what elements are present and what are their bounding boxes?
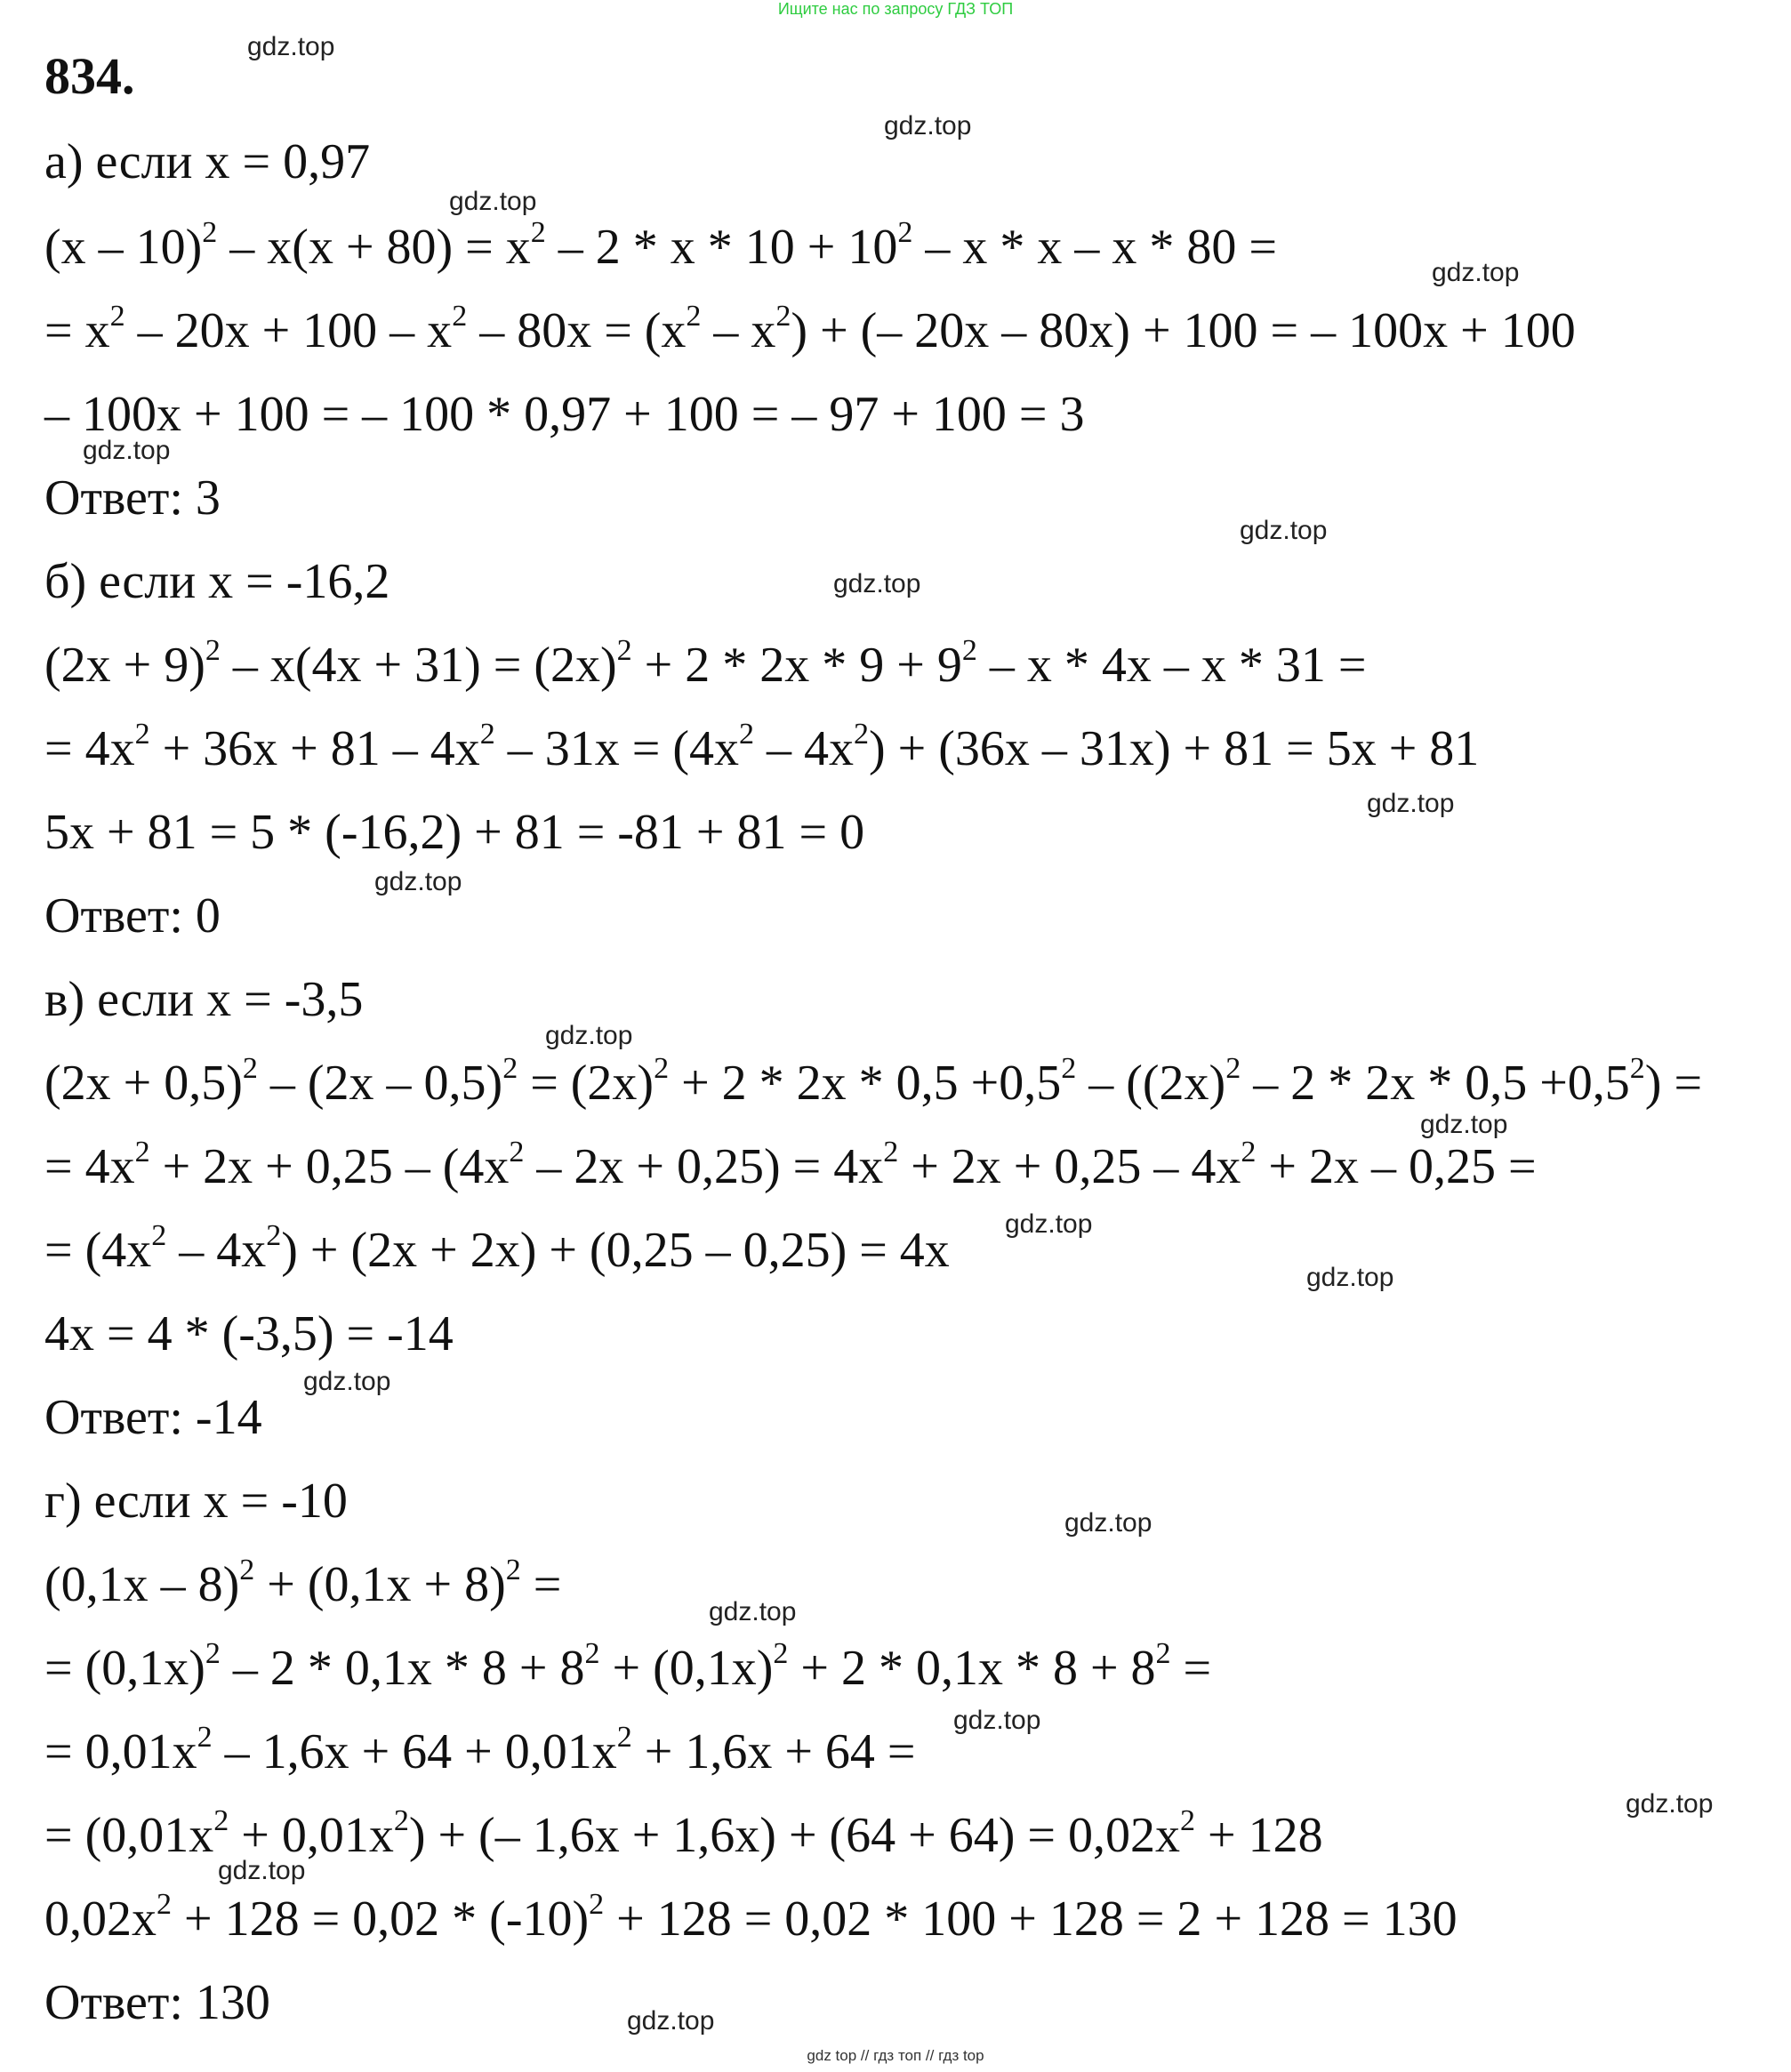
formula-text: = 4x (44, 1139, 135, 1194)
exponent: 2 (739, 718, 754, 751)
formula-text: – 20x + 100 – x (124, 303, 453, 358)
watermark: gdz.top (1420, 1110, 1508, 1139)
exponent: 2 (452, 300, 468, 333)
formula-text: + (0,1x) (599, 1641, 774, 1696)
formula-text: + 2 * 2x * 0,5 +0,5 (669, 1056, 1062, 1111)
formula-text: = x (44, 303, 110, 358)
formula-text: + 2 * 2x * 9 + 9 (631, 638, 962, 693)
watermark: gdz.top (303, 1367, 391, 1396)
part-g-heading: г) если x = -10 (44, 1474, 348, 1529)
part-g-line-1 (44, 1554, 562, 1612)
formula-text: ) + (– 20x – 80x) + 100 = – 100x + 100 (791, 303, 1576, 358)
watermark: gdz.top (833, 569, 921, 598)
part-a-line-2 (44, 300, 1576, 358)
exponent: 2 (134, 718, 150, 751)
exponent: 2 (505, 1554, 521, 1586)
watermark: gdz.top (1005, 1209, 1093, 1239)
part-g-answer: Ответ: 130 (44, 1975, 270, 2030)
formula-text: – x(4x + 31) = (2x) (220, 638, 617, 693)
exponent: 2 (502, 1052, 518, 1085)
exponent: 2 (1155, 1637, 1171, 1670)
formula-text: ) + (2x + 2x) + (0,25 – 0,25) = 4x (281, 1223, 950, 1278)
formula-text: – x(x + 80) = x (217, 220, 531, 275)
part-v-line-3 (44, 1219, 950, 1278)
formula-text: = (0,1x) (44, 1641, 205, 1696)
formula-text: + 1,6x + 64 = (631, 1724, 916, 1779)
part-b-answer: Ответ: 0 (44, 888, 221, 944)
formula-text: – 2 * x * 10 + 10 (545, 220, 898, 275)
formula-text: = (4x (44, 1223, 152, 1278)
formula-text: + 128 (1194, 1808, 1323, 1863)
watermark: gdz.top (1306, 1263, 1394, 1292)
formula-text: + 128 = 0,02 * (-10) (172, 1891, 590, 1947)
exponent: 2 (205, 1637, 221, 1670)
formula-text: + 36x + 81 – 4x (149, 721, 480, 776)
watermark: gdz.top (709, 1597, 797, 1626)
exponent: 2 (897, 216, 913, 249)
formula-text: = (2x) (518, 1056, 655, 1111)
formula-text: + 2 * 0,1x * 8 + 8 (788, 1641, 1156, 1696)
formula-text: + 128 = 0,02 * 100 + 128 = 2 + 128 = 130 (604, 1891, 1458, 1947)
watermark: gdz.top (83, 436, 171, 465)
formula-text: – x * x – x * 80 = (912, 220, 1277, 275)
part-v-line-2 (44, 1136, 1537, 1194)
formula-text: 0,02x (44, 1891, 157, 1947)
watermark: gdz.top (247, 32, 335, 61)
part-b-heading: б) если x = -16,2 (44, 554, 390, 609)
watermark: gdz.top (884, 111, 972, 141)
part-g-line-2 (44, 1637, 1212, 1696)
part-a-line-1 (44, 216, 1277, 275)
exponent: 2 (479, 718, 495, 751)
formula-text: (0,1x – 8) (44, 1557, 240, 1612)
part-b-line-3: 5x + 81 = 5 * (-16,2) + 81 = -81 + 81 = 0 (44, 805, 865, 860)
formula-text: ) = (1644, 1056, 1703, 1111)
formula-text: (2x + 0,5) (44, 1056, 243, 1111)
exponent: 2 (775, 300, 791, 333)
exponent: 2 (961, 634, 977, 667)
footer: gdz top // гдз топ // гдз top (807, 2047, 984, 2064)
exponent: 2 (205, 634, 221, 667)
formula-text: – 1,6x + 64 + 0,01x (212, 1724, 617, 1779)
watermark: gdz.top (1626, 1789, 1714, 1819)
formula-text: = (1170, 1641, 1212, 1696)
formula-text: = (520, 1557, 562, 1612)
formula-text: – ((2x) (1076, 1056, 1226, 1111)
exponent: 2 (202, 216, 218, 249)
top-banner: Ищите нас по запросу ГДЗ ТОП (777, 0, 1014, 18)
part-v-heading: в) если x = -3,5 (44, 972, 364, 1027)
watermark: gdz.top (953, 1706, 1041, 1735)
formula-text: – 2x + 0,25) = 4x (524, 1139, 884, 1194)
formula-text: (x – 10) (44, 220, 203, 275)
exponent: 2 (134, 1136, 150, 1169)
exponent: 2 (1629, 1052, 1645, 1085)
exponent: 2 (239, 1554, 255, 1586)
formula-text: – 4x (166, 1223, 267, 1278)
exponent: 2 (530, 216, 546, 249)
formula-text: – 80x = (x (467, 303, 687, 358)
formula-text: – 31x = (4x (494, 721, 739, 776)
exponent: 2 (509, 1136, 525, 1169)
formula-text: ) + (– 1,6x + 1,6x) + (64 + 64) = 0,02x (408, 1808, 1180, 1863)
part-v-line-1 (44, 1052, 1703, 1111)
part-g-line-3 (44, 1721, 916, 1779)
part-b-line-2 (44, 718, 1480, 776)
formula-text: – x * 4x – x * 31 = (976, 638, 1367, 693)
exponent: 2 (197, 1721, 213, 1754)
exponent: 2 (1241, 1136, 1257, 1169)
part-g-line-5 (44, 1888, 1458, 1947)
part-a-heading: а) если x = 0,97 (44, 134, 371, 189)
watermark: gdz.top (1064, 1508, 1153, 1538)
formula-text: = 0,01x (44, 1724, 197, 1779)
formula-text: – 2 * 2x * 0,5 +0,5 (1241, 1056, 1630, 1111)
formula-text: + 2x – 0,25 = (1256, 1139, 1537, 1194)
formula-text: – 4x (754, 721, 854, 776)
exponent: 2 (157, 1888, 172, 1921)
watermark: gdz.top (1367, 789, 1455, 818)
watermark: gdz.top (1432, 258, 1520, 287)
watermark: gdz.top (374, 867, 462, 896)
exponent: 2 (1225, 1052, 1241, 1085)
exponent: 2 (854, 718, 869, 751)
exponent: 2 (242, 1052, 258, 1085)
watermark: gdz.top (545, 1021, 633, 1050)
formula-text: + (0,1x + 8) (254, 1557, 506, 1612)
exponent: 2 (109, 300, 125, 333)
formula-text: = 4x (44, 721, 135, 776)
formula-text: ) + (36x – 31x) + 81 = 5x + 81 (869, 721, 1480, 776)
exponent: 2 (883, 1136, 899, 1169)
formula-text: + 2x + 0,25 – (4x (149, 1139, 510, 1194)
exponent: 2 (773, 1637, 789, 1670)
exponent: 2 (654, 1052, 670, 1085)
watermark: gdz.top (449, 187, 537, 216)
exponent: 2 (589, 1888, 605, 1921)
exponent: 2 (151, 1219, 167, 1252)
part-b-line-1 (44, 634, 1367, 693)
formula-text: (2x + 9) (44, 638, 205, 693)
formula-text: + 2x + 0,25 – 4x (898, 1139, 1241, 1194)
formula-text: – 2 * 0,1x * 8 + 8 (220, 1641, 585, 1696)
watermark: gdz.top (218, 1856, 306, 1885)
problem-number: 834. (44, 47, 135, 105)
formula-text: – x (701, 303, 776, 358)
part-a-answer: Ответ: 3 (44, 470, 221, 526)
exponent: 2 (616, 1721, 632, 1754)
part-v-answer: Ответ: -14 (44, 1390, 262, 1445)
part-a-line-3: – 100x + 100 = – 100 * 0,97 + 100 = – 97 + 100 = 3 (44, 387, 1085, 442)
exponent: 2 (1179, 1804, 1195, 1837)
formula-text: + 0,01x (229, 1808, 394, 1863)
watermark: gdz.top (627, 2006, 715, 2036)
exponent: 2 (686, 300, 702, 333)
watermark: gdz.top (1240, 516, 1328, 545)
exponent: 2 (393, 1804, 409, 1837)
exponent: 2 (616, 634, 632, 667)
formula-text: – (2x – 0,5) (257, 1056, 503, 1111)
exponent: 2 (266, 1219, 282, 1252)
part-g-line-4 (44, 1804, 1323, 1863)
formula-text: = (0,01x (44, 1808, 214, 1863)
exponent: 2 (584, 1637, 600, 1670)
part-v-line-4: 4x = 4 * (-3,5) = -14 (44, 1306, 454, 1361)
exponent: 2 (1061, 1052, 1077, 1085)
exponent: 2 (213, 1804, 229, 1837)
